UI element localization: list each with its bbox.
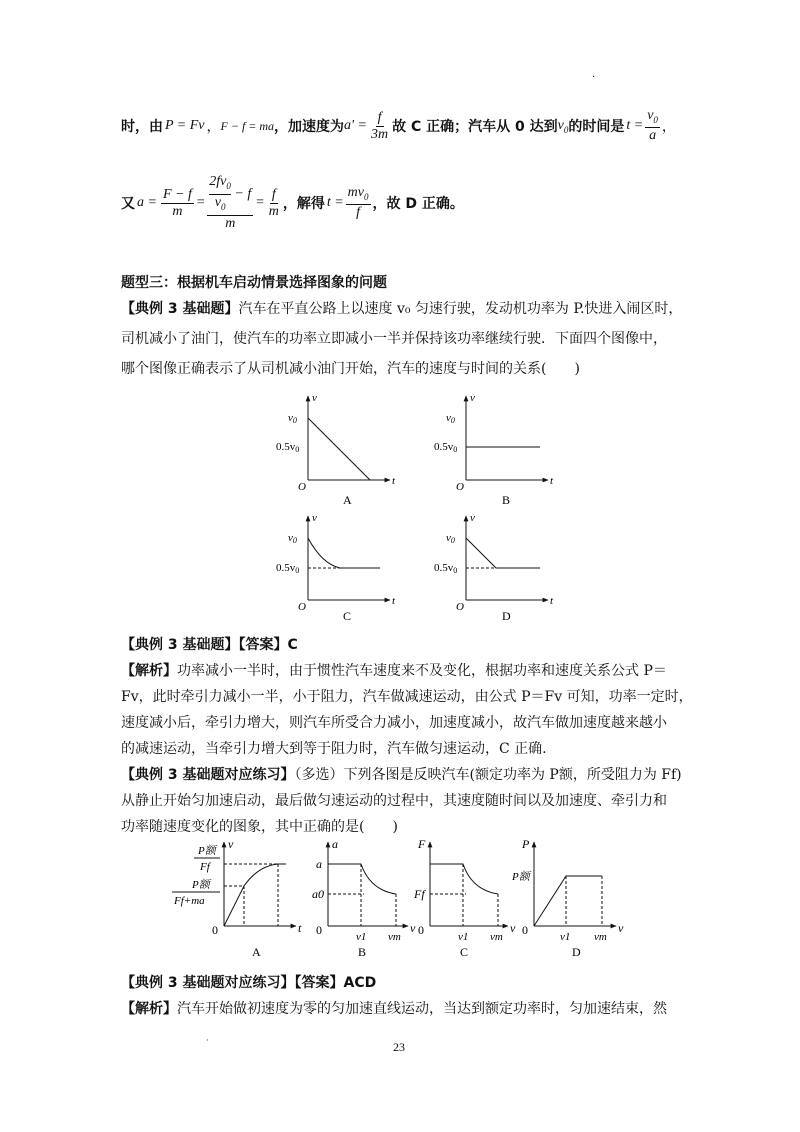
svg-text:0: 0 — [316, 923, 322, 937]
line1-end: ， — [661, 119, 676, 135]
line1-time-text: 的时间是 — [568, 119, 625, 135]
svg-text:a: a — [332, 837, 338, 851]
answer-practice: 【典例 3 基础题对应练习】【答案】ACD — [121, 975, 377, 991]
svg-text:D: D — [572, 945, 581, 959]
line1-mid: ，加速度为 — [274, 119, 345, 135]
graph-d-caption: D — [502, 609, 511, 623]
practice-3-line-3: 功率随速度变化的图象，其中正确的是( ) — [121, 819, 398, 835]
graph-a-line — [308, 418, 370, 480]
svg-text:P额: P额 — [192, 879, 210, 891]
analysis-3-line-4: 的减速运动，当牵引力增大到等于阻力时，汽车做匀速运动，C 正确. — [121, 741, 547, 757]
graph2-a — [172, 837, 302, 959]
graph2-b-curve — [328, 864, 396, 894]
svg-text:v0: v0 — [446, 532, 455, 545]
svg-text:v1: v1 — [356, 931, 367, 943]
line2-end: ，故 D 正确。 — [372, 196, 464, 212]
svg-text:v: v — [312, 512, 317, 524]
graph-a-v0: v0 — [288, 412, 297, 425]
q3-line-3: 哪个图像正确表示了从司机减小油门开始，汽车的速度与时间的关系( ) — [121, 361, 580, 377]
svg-text:v: v — [228, 837, 234, 851]
graph-b-caption: B — [502, 493, 511, 507]
svg-text:v: v — [510, 921, 516, 935]
line2-solve: ，解得 — [282, 196, 325, 212]
analysis-practice-line-1: 【解析】汽车开始做初速度为零的匀加速直线运动，当达到额定功率时，匀加速结束，然 — [121, 1001, 667, 1017]
svg-text:0: 0 — [212, 923, 218, 937]
answer-3: 【典例 3 基础题】【答案】C — [121, 637, 298, 653]
graph-a-t-label: t — [392, 475, 396, 487]
line1-prefix: 时，由 — [121, 119, 163, 135]
line1-t-fraction: $\frac{v_0}{a}$ — [647, 107, 658, 144]
line1-eq2: F − f = ma — [220, 118, 275, 133]
svg-text:t: t — [550, 475, 554, 487]
svg-text:Ff: Ff — [414, 887, 425, 901]
graph2-a-curve — [224, 864, 286, 926]
practice-3-line-2: 从静止开始匀加速启动，最后做匀速运动的过程中，其速度随时间以及加速度、牵引力和 — [121, 793, 667, 809]
svg-text:a0: a0 — [312, 887, 324, 901]
solution-line-1 — [121, 108, 676, 144]
svg-text:0.5v0: 0.5v0 — [276, 562, 300, 575]
graph2-d-line — [534, 876, 602, 926]
svg-text:v: v — [470, 392, 475, 404]
line2-frac3: $\frac{f}{m}$ — [268, 186, 279, 219]
svg-text:0: 0 — [418, 923, 424, 937]
line1-t-eq: t = — [626, 118, 644, 133]
svg-text:F: F — [418, 837, 426, 851]
line2-frac4: $\frac{mv_0}{f}$ — [347, 184, 369, 221]
graph-b — [434, 392, 554, 507]
svg-text:v1: v1 — [458, 931, 469, 943]
svg-text:vm: vm — [490, 931, 503, 943]
svg-text:O: O — [298, 601, 306, 613]
graph-a-v-label: v — [312, 392, 317, 404]
graph-d — [434, 512, 554, 623]
graph-c-caption: C — [343, 609, 352, 623]
graph-c — [276, 512, 396, 623]
line1-frac-num: f — [377, 109, 382, 125]
svg-text:v0: v0 — [446, 412, 455, 425]
page-number: 23 — [393, 1040, 405, 1054]
graph-a-origin: O — [298, 481, 306, 493]
svg-text:P: P — [522, 837, 530, 851]
line2-frac1: $\frac{F - f}{m}$ — [162, 186, 192, 219]
svg-text:0: 0 — [522, 923, 528, 937]
svg-text:Ff: Ff — [200, 861, 210, 873]
graph2-c-curve — [430, 864, 498, 894]
line2-a-eq: a = — [137, 195, 157, 210]
q3-line-1: 【典例 3 基础题】汽车在平直公路上以速度 v₀ 匀速行驶，发动机功率为 P.快进入闹区时， — [121, 301, 683, 317]
svg-text:O: O — [456, 601, 464, 613]
svg-text:0.5v0: 0.5v0 — [434, 441, 458, 454]
svg-text:O: O — [456, 481, 464, 493]
analysis-3-line-3: 速度减小后，牵引力增大，则汽车所受合力减小，加速度减小，故汽车做加速度越来越小 — [121, 715, 667, 731]
svg-text:v: v — [410, 921, 416, 935]
analysis-3-line-1: 【解析】功率减小一半时，由于惯性汽车速度来不及变化，根据功率和速度关系公式 P＝ — [121, 663, 667, 679]
line1-fraction — [369, 110, 390, 143]
svg-text:vm: vm — [388, 931, 401, 943]
svg-text:P额: P额 — [198, 845, 216, 857]
line2-frac2: $\frac{2fv_0}{v_0}$ − f m — [209, 174, 252, 231]
svg-text:B: B — [358, 945, 367, 959]
graph-a-caption: A — [343, 493, 352, 507]
velocity-time-graphs — [270, 388, 570, 628]
svg-text:t: t — [392, 595, 396, 607]
line1-comma: ， — [206, 119, 221, 135]
line1-v0: $v_0$ — [557, 117, 569, 135]
svg-text:C: C — [460, 945, 469, 959]
start-up-graphs — [168, 834, 638, 964]
q3-line-2: 司机减小了油门，使汽车的功率立即减小一半并保持该功率继续行驶．下面四个图像中， — [121, 331, 667, 347]
graph2-b — [312, 837, 416, 959]
svg-text:t: t — [550, 595, 554, 607]
top-mark: · — [592, 72, 596, 83]
svg-text:v1: v1 — [560, 931, 571, 943]
svg-text:vm: vm — [594, 931, 607, 943]
graph-d-line — [466, 538, 540, 568]
svg-text:Ff+ma: Ff+ma — [174, 895, 205, 907]
svg-text:v: v — [470, 512, 475, 524]
svg-text:t: t — [298, 921, 302, 935]
svg-text:v: v — [618, 921, 624, 935]
svg-text:a: a — [316, 857, 322, 871]
graph2-d — [511, 837, 624, 959]
graph-a-half: 0.5v0 — [276, 441, 300, 454]
svg-text:v0: v0 — [288, 532, 297, 545]
line2-prefix: 又 — [121, 196, 135, 212]
practice-3-line-1: 【典例 3 基础题对应练习】（多选）下列各图是反映汽车(额定功率为 P额，所受阻力为 Ff) — [121, 767, 682, 783]
solution-line-2: 又 a = $\frac{F - f}{m}$ = $\frac{2fv_0}{v_0}$ − f m = $\frac{f}{m}$ ，解得 t = $\frac{mv_0}{f}$ ，故 D 正确。 — [121, 174, 464, 231]
line1-after-frac: 故 C 正确；汽车从 0 达到 — [392, 119, 558, 135]
line1-frac-den: 3m — [371, 126, 389, 142]
graph-c-curve — [308, 538, 380, 568]
graph-a — [276, 392, 396, 507]
bottom-mark: · — [206, 1036, 209, 1045]
line1-eq1: P = Fv — [165, 118, 205, 133]
svg-text:A: A — [252, 945, 261, 959]
graph2-c — [413, 837, 516, 959]
svg-text:0.5v0: 0.5v0 — [434, 562, 458, 575]
section-title: 题型三：根据机车启动情景选择图象的问题 — [121, 275, 387, 291]
line1-a-prime: a' = — [344, 118, 367, 133]
analysis-3-line-2: Fv，此时牵引力减小一半，小于阻力，汽车做减速运动，由公式 P＝Fv 可知，功率一定时， — [121, 689, 693, 705]
svg-text:P额: P额 — [512, 871, 530, 883]
